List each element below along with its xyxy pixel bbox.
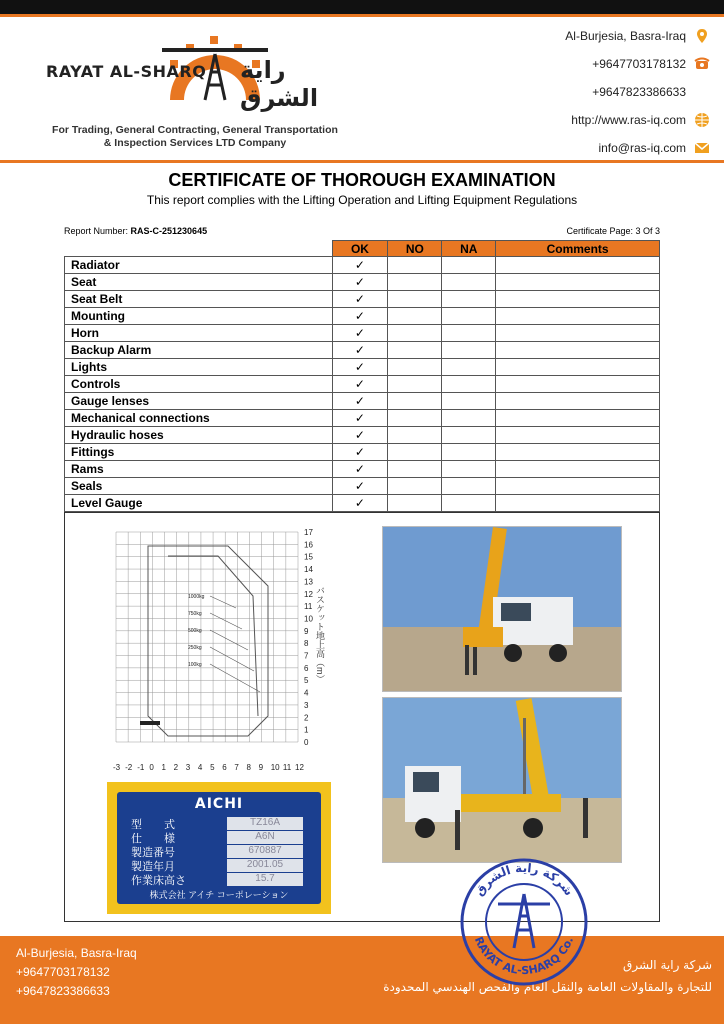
top-accent-line	[0, 14, 724, 17]
stamp-text-top: شركة راية الشرق	[471, 860, 577, 899]
y-tick-label: 12	[304, 589, 313, 599]
nameplate-label: 型 式	[131, 819, 175, 831]
load-label: 750kg	[188, 611, 202, 617]
x-tick-label: 2	[173, 763, 179, 772]
load-label: 100kg	[188, 662, 202, 668]
nameplate-label: 製造番号	[131, 847, 175, 859]
truck-photo-1	[382, 526, 622, 692]
y-tick-label: 7	[304, 651, 309, 661]
mail-icon	[694, 140, 710, 156]
table-row: Radiator ✓	[65, 257, 660, 274]
footer-phone-2[interactable]: +9647823386633	[16, 984, 110, 998]
basket-marker	[140, 721, 160, 725]
table-row: Level Gauge ✓	[65, 495, 660, 512]
x-tick-label: 7	[234, 763, 239, 772]
report-number: Report Number: RAS-C-251230645	[64, 226, 208, 236]
working-range-diagram	[108, 526, 348, 776]
checklist-header-row	[65, 241, 660, 257]
contact-address: Al-Burjesia, Basra-Iraq	[470, 22, 710, 50]
y-tick-label: 13	[304, 577, 313, 587]
contact-list	[470, 22, 710, 162]
y-tick-label: 1	[304, 725, 309, 735]
table-row: Controls ✓	[65, 376, 660, 393]
col-comments: Comments	[496, 241, 660, 257]
header-divider	[0, 160, 724, 163]
nameplate-value: TZ16A	[227, 817, 303, 830]
certificate-title: CERTIFICATE OF THOROUGH EXAMINATION	[168, 170, 556, 190]
company-tagline	[40, 124, 350, 150]
x-tick-label: 5	[210, 763, 215, 772]
table-row: Rams ✓	[65, 461, 660, 478]
certificate-subtitle: This report complies with the Lifting Operation and Lifting Equipment Regulations	[146, 193, 578, 207]
nameplate-value: 670887	[227, 845, 303, 858]
nameplate-value: 2001.05	[227, 859, 303, 872]
globe-icon	[694, 112, 710, 128]
nameplate-maker: 株式会社 アイチ コーポレーション	[149, 890, 289, 900]
location-pin-icon	[694, 28, 710, 44]
certificate-page: Certificate Page: 3 Of 3	[566, 226, 660, 236]
table-row: Backup Alarm ✓	[65, 342, 660, 359]
truck-image-2	[383, 698, 622, 863]
table-row: Seat ✓	[65, 274, 660, 291]
nameplate-brand: AICHI	[194, 796, 244, 812]
company-stamp	[458, 856, 590, 988]
load-leader-line	[210, 664, 260, 692]
company-logo	[40, 22, 360, 122]
y-tick-label: 2	[304, 713, 309, 723]
y-tick-label: 0	[304, 738, 309, 747]
logo-text-ar: راية الشرق	[240, 56, 319, 112]
equipment-nameplate	[107, 782, 331, 914]
x-tick-label: 11	[282, 763, 292, 772]
nameplate-label: 作業床高さ	[131, 875, 186, 887]
stamp-derrick-icon	[498, 894, 550, 948]
table-row: Horn ✓	[65, 325, 660, 342]
x-tick-label: 1	[161, 763, 166, 772]
y-tick-label: 10	[304, 614, 313, 624]
y-tick-label: 15	[304, 552, 313, 562]
footer-address: Al-Burjesia, Basra-Iraq	[16, 946, 137, 960]
x-tick-label: 8	[246, 763, 251, 772]
y-tick-label: 14	[304, 565, 313, 575]
y-tick-label: 17	[304, 528, 313, 537]
y-tick-label: 4	[304, 688, 309, 698]
x-tick-label: -3	[113, 763, 121, 772]
footer-company-name-ar: شركة راية الشرق	[623, 958, 712, 972]
y-tick-label: 6	[304, 663, 309, 673]
x-tick-label: 3	[185, 763, 191, 772]
x-tick-label: 4	[197, 763, 203, 772]
nameplate-value: A6N	[227, 831, 303, 844]
tagline-line-2: & Inspection Services LTD Company	[103, 137, 287, 149]
phone-icon	[694, 56, 710, 72]
y-tick-label: 16	[304, 540, 313, 550]
nameplate-label: 仕 様	[131, 833, 175, 845]
footer-contacts	[16, 944, 137, 1001]
x-tick-label: -1	[137, 763, 145, 772]
x-tick-label: 9	[258, 763, 264, 772]
load-leader-line	[210, 630, 248, 650]
col-ok: OK	[332, 241, 388, 257]
stamp-text-bottom: RAYAT AL-SHARQ Co.	[471, 934, 577, 978]
nameplate-value: 15.7	[227, 873, 303, 886]
inspection-checklist	[64, 240, 660, 512]
contact-website[interactable]: http://www.ras-iq.com	[470, 106, 710, 134]
y-tick-label: 8	[304, 639, 309, 649]
load-label: 250kg	[188, 645, 202, 651]
page-footer	[0, 936, 724, 1024]
logo-text-en: RAYAT AL-SHARQ	[46, 62, 207, 81]
table-row: Lights ✓	[65, 359, 660, 376]
y-tick-label: 9	[304, 626, 309, 636]
truck-photo-2	[382, 697, 622, 863]
load-label: 500kg	[188, 628, 202, 634]
footer-company-desc-ar: للتجارة والمقاولات العامة والنقل العام والفحص الهندسي المحدودة	[383, 980, 712, 994]
col-na: NA	[442, 241, 496, 257]
y-tick-label: 5	[304, 676, 309, 686]
top-bar	[0, 0, 724, 14]
table-row: Mounting ✓	[65, 308, 660, 325]
table-row: Seat Belt ✓	[65, 291, 660, 308]
y-axis-label: バスケット地上高（m）	[315, 586, 325, 684]
x-tick-label: 0	[149, 763, 154, 772]
range-envelope	[148, 546, 268, 736]
truck-image-1	[383, 527, 622, 692]
x-tick-label: -2	[125, 763, 133, 772]
table-row: Fittings ✓	[65, 444, 660, 461]
nameplate-label: 製造年月	[131, 861, 175, 873]
tagline-line-1: For Trading, General Contracting, General Transportation	[52, 124, 338, 136]
contact-email[interactable]: info@ras-iq.com	[470, 134, 710, 162]
footer-phone-1[interactable]: +9647703178132	[16, 965, 110, 979]
table-row: Hydraulic hoses ✓	[65, 427, 660, 444]
x-tick-label: 10	[270, 763, 280, 772]
svg-text:شركة راية الشرق	[472, 861, 576, 898]
col-no: NO	[388, 241, 442, 257]
table-row: Gauge lenses ✓	[65, 393, 660, 410]
table-row: Mechanical connections ✓	[65, 410, 660, 427]
y-tick-label: 3	[304, 700, 309, 710]
y-tick-label: 11	[304, 602, 313, 612]
load-label: 1000kg	[188, 594, 205, 600]
table-row: Seals ✓	[65, 478, 660, 495]
x-tick-label: 12	[295, 763, 304, 772]
x-tick-label: 6	[222, 763, 227, 772]
contact-phone-2[interactable]: +9647823386633	[592, 85, 686, 99]
contact-phone-1[interactable]: +9647703178132	[470, 50, 710, 78]
